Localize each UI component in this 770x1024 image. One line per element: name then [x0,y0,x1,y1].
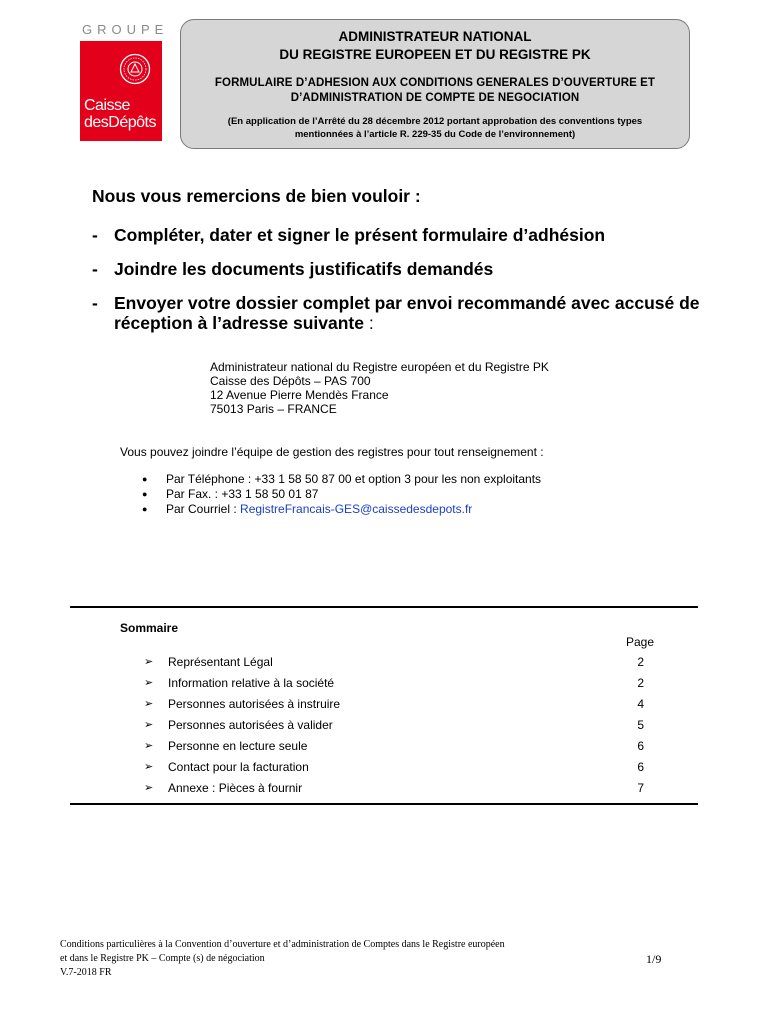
page-number: 1/9 [646,952,662,966]
logo-groupe-text: GROUPE [82,22,169,37]
toc-item-label: Contact pour la facturation [168,760,309,774]
arrow-bullet-icon: ➢ [144,677,154,689]
header-subtitle [181,76,689,106]
toc-item [144,738,654,759]
bullet-icon: ● [142,489,148,499]
toc-item-label: Représentant Légal [168,655,273,669]
toc-top-rule [70,606,698,608]
steps-list [92,225,712,347]
header-subtitle-line-2: D’ADMINISTRATION DE COMPTE DE NEGOCIATION [290,92,580,104]
toc-item-page: 5 [637,718,644,732]
toc-item-page: 2 [637,676,644,690]
address-line: 12 Avenue Pierre Mendès France [210,388,389,402]
contact-email [142,502,541,517]
contact-email-label: Par Courriel : [166,502,241,516]
toc-item-page: 6 [637,760,644,774]
contact-intro: Vous pouvez joindre l’équipe de gestion des registres pour tout renseignement : [120,445,544,459]
arrow-bullet-icon: ➢ [144,656,154,668]
step-item [92,225,712,245]
logo-wordmark [84,97,156,131]
step-dash: - [92,293,98,313]
contact-phone-text: Par Téléphone : +33 1 58 50 87 00 et option 3 pour les non exploitants [166,472,542,486]
step-item [92,293,712,333]
toc-item-page: 7 [637,781,644,795]
toc-item [144,654,654,675]
address-line: 75013 Paris – FRANCE [210,402,337,416]
toc-page-header: Page [626,635,655,649]
contact-phone [142,472,541,487]
header-box [180,19,690,149]
email-link[interactable]: RegistreFrancais-GES@caissedesdepots.fr [240,502,473,516]
postal-address [210,360,549,416]
intro-heading: Nous vous remercions de bien vouloir : [92,186,421,206]
toc-item-page: 6 [637,739,644,753]
contact-list [142,472,541,517]
arrow-bullet-icon: ➢ [144,782,154,794]
header-note-line-1: (En application de l’Arrêté du 28 décembre 2012 portant approbation des conventions types [227,116,643,127]
step-text: Envoyer votre dossier complet par envoi recommandé avec accusé de réception à l’adresse suivante [114,293,700,333]
header-subtitle-line-1: FORMULAIRE D’ADHESION AUX CONDITIONS GENERALES D’OUVERTURE ET [214,77,656,89]
caisse-des-depots-logo [80,22,169,141]
step-colon: : [363,313,374,333]
footer-line-2: et dans le Registre PK – Compte (s) de négociation [60,953,265,964]
toc-item-label: Annexe : Pièces à fournir [168,781,303,795]
header-title [181,28,689,64]
step-dash: - [92,225,98,245]
footer-line-1: Conditions particulières à la Convention d’ouverture et d’administration de Comptes dans le Registre européen [60,939,505,950]
toc-item [144,780,654,801]
step-item [92,259,712,279]
page-footer [60,938,505,980]
header-title-line-2: DU REGISTRE EUROPEEN ET DU REGISTRE PK [279,47,591,62]
toc-item-page: 2 [637,655,644,669]
address-line: Caisse des Dépôts – PAS 700 [210,374,371,388]
toc-item [144,717,654,738]
toc-item [144,696,654,717]
logo-line-1: Caisse [84,97,130,114]
arrow-bullet-icon: ➢ [144,740,154,752]
step-text: Compléter, dater et signer le présent formulaire d’adhésion [114,225,606,245]
toc-item [144,759,654,780]
step-dash: - [92,259,98,279]
contact-fax [142,487,541,502]
footer-line-3: V.7-2018 FR [60,967,112,978]
toc-item-label: Personnes autorisées à instruire [168,697,341,711]
toc-bottom-rule [70,803,698,805]
arrow-bullet-icon: ➢ [144,719,154,731]
arrow-bullet-icon: ➢ [144,761,154,773]
header-note [181,115,689,141]
header-note-line-2: mentionnées à l’article R. 229-35 du Code de l’environnement) [294,129,576,140]
toc-title: Sommaire [120,621,179,635]
seal-icon [119,53,151,85]
toc-item-label: Personne en lecture seule [168,739,308,753]
contact-fax-text: Par Fax. : +33 1 58 50 01 87 [166,487,319,501]
header-title-line-1: ADMINISTRATEUR NATIONAL [338,29,532,44]
step-text: Joindre les documents justificatifs demandés [114,259,494,279]
bullet-icon: ● [142,504,148,514]
logo-line-2: desDépôts [84,114,156,131]
logo-red-box [80,41,162,141]
toc-item-label: Personnes autorisées à valider [168,718,333,732]
arrow-bullet-icon: ➢ [144,698,154,710]
toc-item-page: 4 [637,697,644,711]
toc-item [144,675,654,696]
bullet-icon: ● [142,474,148,484]
toc-list [144,654,654,801]
address-line: Administrateur national du Registre européen et du Registre PK [210,360,549,374]
toc-item-label: Information relative à la société [168,676,335,690]
